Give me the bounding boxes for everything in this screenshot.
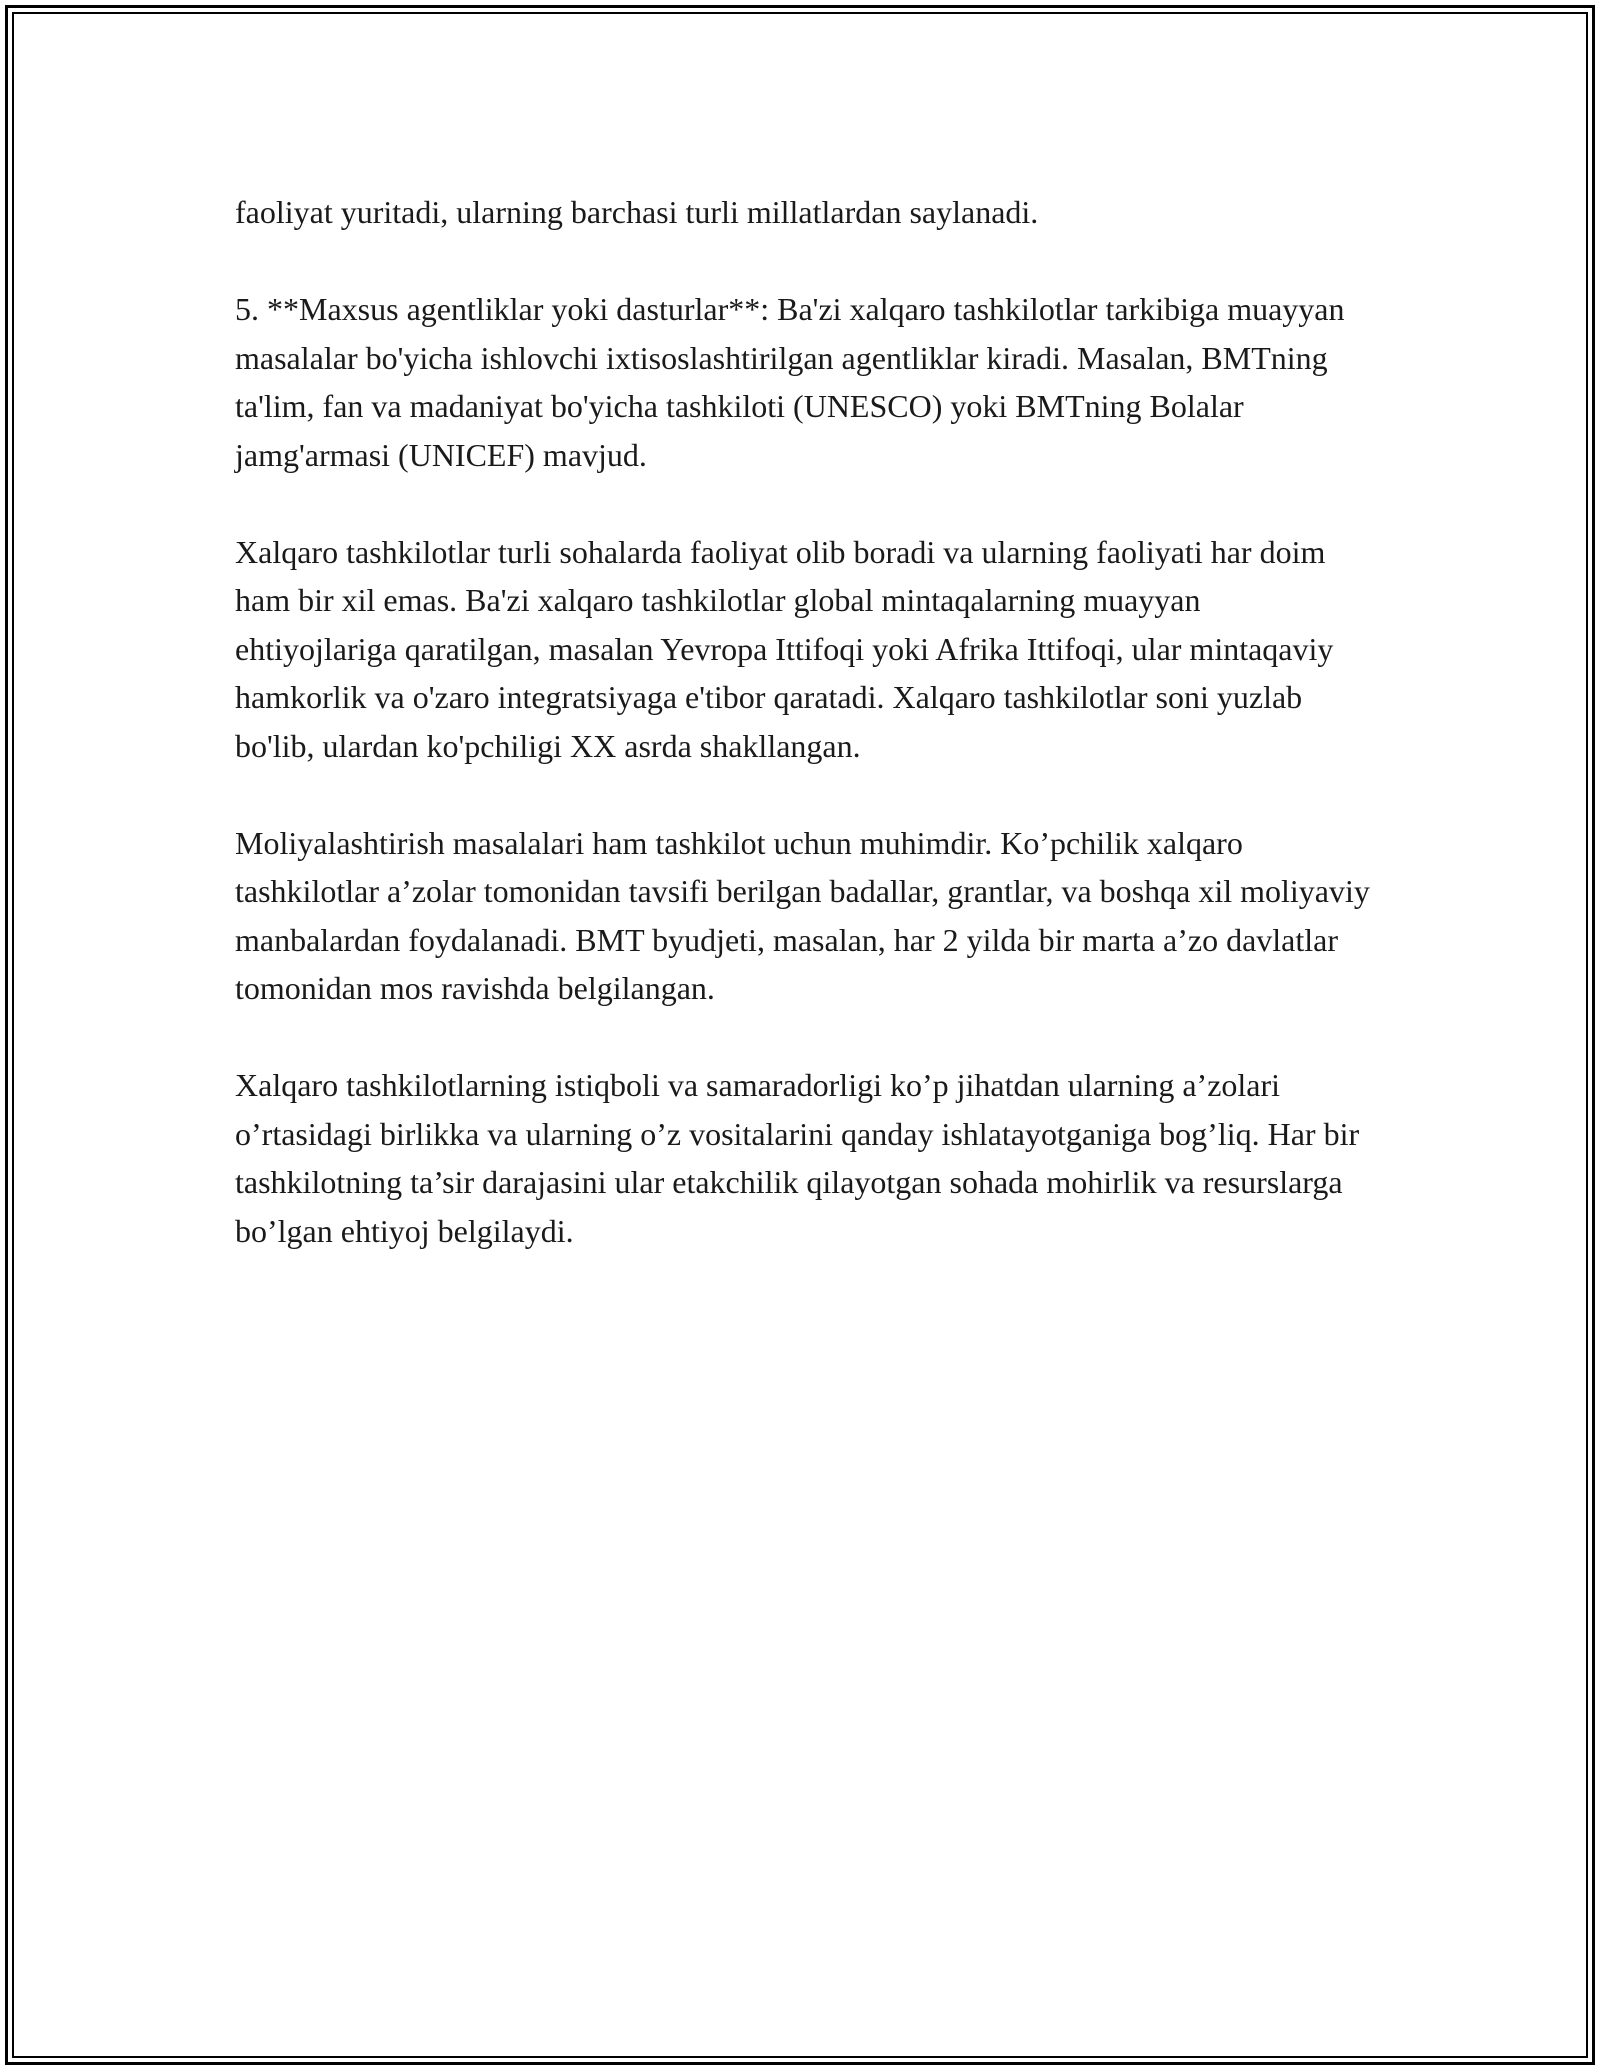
document-body <box>235 188 1370 1304</box>
paragraph-effectiveness: Xalqaro tashkilotlarning istiqboli va samaradorligi ko’p jihatdan ularning a’zolari o’rtasidagi birlikka va ularning o’z vositalarini qanday ishlatayotganiga bog’liq. Har bir tashkilotning ta’sir darajasini ular etakchilik qilayotgan sohada mohirlik va resurslarga bo’lgan ehtiyoj belgilaydi. <box>235 1067 1360 1249</box>
paragraph-continuation: faoliyat yuritadi, ularning barchasi turli millatlardan saylanadi. <box>235 194 1039 230</box>
paragraph-specialized-agencies: 5. **Maxsus agentliklar yoki dasturlar**: Ba'zi xalqaro tashkilotlar tarkibiga muayyan masalalar bo'yicha ishlovchi ixtisoslashtirilgan agentliklar kiradi. Masalan, BMTning ta'lim, fan va madaniyat bo'yicha tashkiloti (UNESCO) yoki BMTning Bolalar jamg'armasi (UNICEF) mavjud. <box>235 291 1345 473</box>
paragraph-financing: Moliyalashtirish masalalari ham tashkilot uchun muhimdir. Ko’pchilik xalqaro tashkilotlar a’zolar tomonidan tavsifi berilgan badallar, grantlar, va boshqa xil moliyaviy manbalardan foydalanadi. BMT byudjeti, masalan, har 2 yilda bir marta a’zo davlatlar tomonidan mos ravishda belgilangan. <box>235 824 1370 1006</box>
paragraph-regional-organizations: Xalqaro tashkilotlar turli sohalarda faoliyat olib boradi va ularning faoliyati har doim ham bir xil emas. Ba'zi xalqaro tashkilotlar global mintaqalarning muayyan ehtiyojlariga qaratilgan, masalan Yevropa Ittifoqi yoki Afrika Ittifoqi, ular mintaqaviy hamkorlik va o'zaro integratsiyaga e'tibor qaratadi. Xalqaro tashkilotlar soni yuzlab bo'lib, ulardan ko'pchiligi XX asrda shakllangan. <box>235 533 1334 764</box>
